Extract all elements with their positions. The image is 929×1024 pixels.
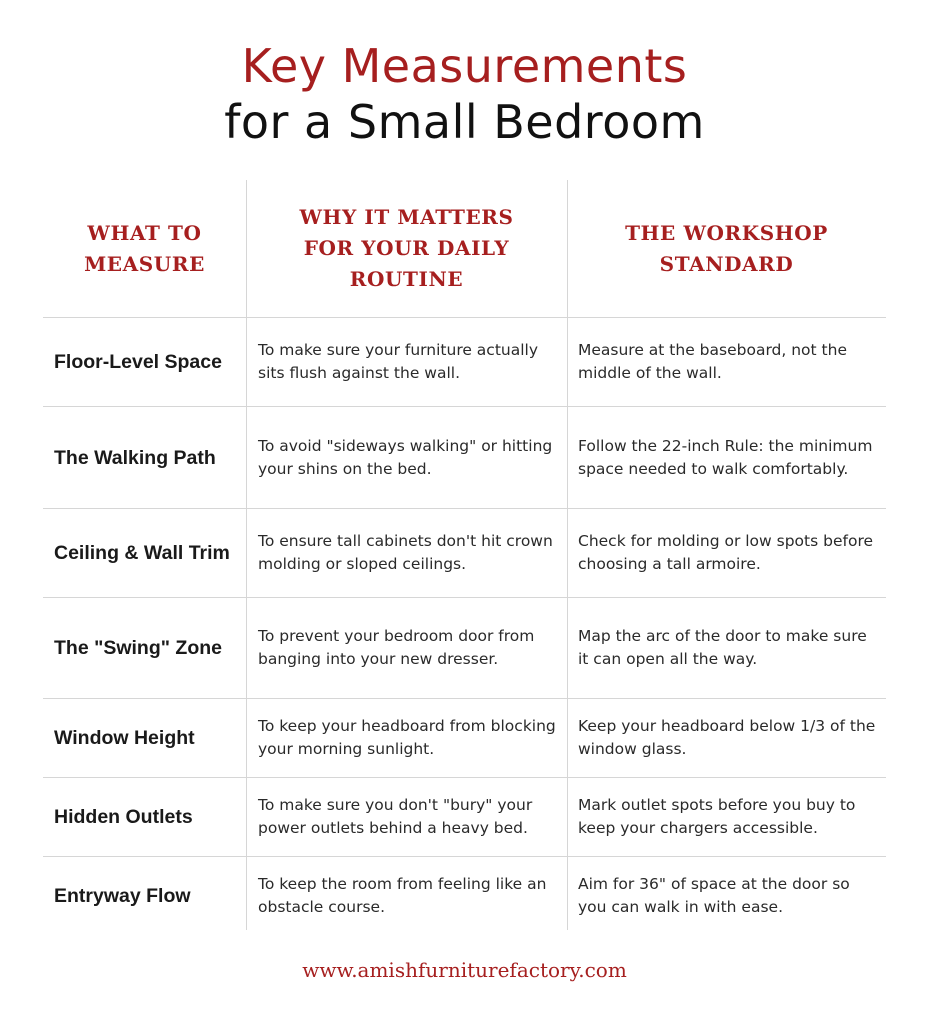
table-row <box>43 598 886 699</box>
row-measure-label: The Walking Path <box>54 446 216 469</box>
row-why-text: To keep your headboard from blocking your morning sunlight. <box>258 717 556 758</box>
row-why-text: To ensure tall cabinets don't hit crown molding or sloped ceilings. <box>258 532 553 573</box>
page-subtitle: for a Small Bedroom <box>224 95 705 149</box>
table-row <box>43 509 886 598</box>
website-url[interactable]: www.amishfurniturefactory.com <box>302 958 627 982</box>
row-measure-label: Ceiling & Wall Trim <box>54 542 230 564</box>
table-row <box>43 318 886 407</box>
row-why-text: To make sure you don't "bury" your power outlets behind a heavy bed. <box>258 796 533 837</box>
row-measure-label: Floor-Level Space <box>54 351 222 373</box>
row-standard-text: Map the arc of the door to make sure it can open all the way. <box>578 627 867 668</box>
header-what-to-measure: WHAT TO MEASURE <box>84 220 205 276</box>
row-why-text: To keep the room from feeling like an obstacle course. <box>258 875 547 916</box>
row-measure-label: Entryway Flow <box>54 885 191 907</box>
row-why-text: To prevent your bedroom door from banging into your new dresser. <box>258 627 535 668</box>
column-divider <box>246 180 247 930</box>
row-measure-label: The "Swing" Zone <box>54 637 222 659</box>
table-body <box>43 318 886 935</box>
row-why-text: To make sure your furniture actually sits flush against the wall. <box>258 341 539 382</box>
row-standard-text: Measure at the baseboard, not the middle of the wall. <box>578 341 847 382</box>
page-title: Key Measurements <box>241 39 688 93</box>
measurements-table <box>43 180 886 935</box>
row-standard-text: Follow the 22-inch Rule: the minimum space needed to walk comfortably. <box>578 436 873 478</box>
row-standard-text: Keep your headboard below 1/3 of the window glass. <box>578 717 876 758</box>
row-standard-text: Aim for 36" of space at the door so you can walk in with ease. <box>578 875 850 916</box>
header-why-it-matters: WHY IT MATTERS FOR YOUR DAILY ROUTINE <box>299 205 514 291</box>
table-header-row <box>43 180 886 318</box>
row-why-text: To avoid "sideways walking" or hitting your shins on the bed. <box>258 436 553 478</box>
row-measure-label: Window Height <box>54 727 195 749</box>
header-workshop-standard: THE WORKSHOP STANDARD <box>625 220 828 276</box>
table-row <box>43 407 886 509</box>
table-row <box>43 778 886 857</box>
table-row <box>43 857 886 935</box>
row-measure-label: Hidden Outlets <box>54 806 193 828</box>
row-standard-text: Check for molding or low spots before choosing a tall armoire. <box>578 532 874 573</box>
column-divider <box>567 180 568 930</box>
table-row <box>43 699 886 778</box>
row-standard-text: Mark outlet spots before you buy to keep your chargers accessible. <box>578 796 856 837</box>
